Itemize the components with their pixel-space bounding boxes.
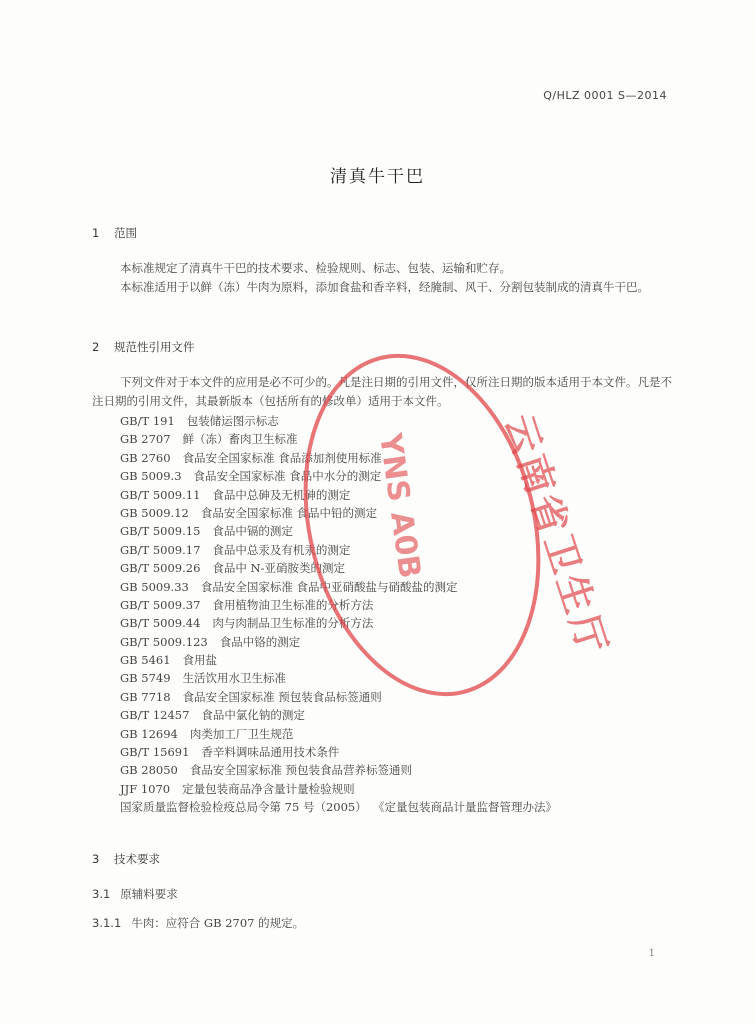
- reference-code: GB/T 15691: [120, 745, 190, 760]
- reference-title: 食品安全国家标准 预包装食品标签通则: [182, 689, 382, 704]
- reference-title: 食品安全国家标准 食品中水分的测定: [193, 469, 382, 484]
- standard-code: Q/HLZ 0001 S—2014: [543, 89, 667, 102]
- reference-item: [120, 559, 557, 577]
- reference-code: GB 12694: [120, 726, 178, 741]
- reference-item: [120, 651, 557, 669]
- section-title: 范围: [114, 226, 137, 240]
- clause-3-1-1: [92, 915, 304, 931]
- reference-title: 食品安全国家标准 预包装食品营养标签通则: [189, 763, 413, 778]
- reference-code: GB/T 191: [120, 414, 175, 428]
- reference-item: [120, 486, 557, 504]
- reference-title: 食品中总汞及有机汞的测定: [212, 542, 351, 557]
- reference-title: 包装储运图示标志: [186, 414, 279, 428]
- reference-item: [120, 633, 557, 651]
- section-title: 规范性引用文件: [114, 340, 195, 354]
- paragraph: 本标准适用于以鲜（冻）牛肉为原料，添加食盐和香辛料，经腌制、风干、分割包装制成的清真牛干巴。: [120, 280, 649, 294]
- reference-code: JJF 1070: [120, 781, 171, 796]
- clause-text: 牛肉：应符合 GB 2707 的规定。: [131, 916, 305, 930]
- section-1-body: [92, 259, 674, 297]
- seal-code: YNS A0B: [372, 431, 428, 581]
- reference-item: [120, 614, 557, 632]
- reference-code: GB/T 5009.17: [120, 542, 201, 557]
- reference-code: GB/T 5009.11: [120, 487, 201, 502]
- section-title: 技术要求: [114, 852, 160, 866]
- reference-title: 食品安全国家标准 食品添加剂使用标准: [182, 450, 382, 465]
- reference-item: [120, 449, 557, 467]
- reference-title: 食品中氯化钠的测定: [201, 708, 305, 723]
- reference-title: 食用盐: [182, 653, 218, 668]
- section-1-heading: [92, 225, 137, 241]
- paragraph: 本标准规定了清真牛干巴的技术要求、检验规则、标志、包装、运输和贮存。: [120, 261, 511, 275]
- reference-code: 国家质量监督检验检疫总局令第 75 号（2005）: [120, 800, 367, 815]
- reference-title: 肉类加工厂卫生规范: [189, 726, 294, 741]
- reference-code: GB/T 5009.123: [120, 634, 208, 649]
- reference-code: GB 28050: [120, 763, 178, 778]
- reference-title: 《定量包装商品计量监督管理办法》: [378, 800, 557, 815]
- reference-item: [120, 669, 557, 687]
- section-2-intro: [92, 373, 674, 411]
- reference-code: GB 2707: [120, 432, 171, 447]
- reference-item: [120, 596, 557, 614]
- subsection-number: 3.1: [92, 887, 111, 901]
- reference-title: 食品安全国家标准 食品中铅的测定: [200, 505, 378, 520]
- reference-title: 食用植物油卫生标准的分析方法: [212, 597, 374, 612]
- reference-title: 香辛料调味品通用技术条件: [201, 745, 340, 760]
- reference-code: GB/T 5009.44: [120, 616, 201, 631]
- reference-item: [120, 412, 557, 430]
- reference-code: GB 5009.3: [120, 469, 182, 484]
- page-number: 1: [648, 948, 655, 959]
- reference-item: [120, 761, 557, 779]
- reference-code: GB/T 5009.15: [120, 524, 201, 539]
- reference-code: GB/T 12457: [120, 708, 190, 723]
- reference-title: 食品中 N-亚硝胺类的测定: [212, 561, 346, 576]
- section-number: 3: [92, 852, 100, 866]
- reference-code: GB 7718: [120, 689, 171, 704]
- reference-item: [120, 688, 557, 706]
- section-number: 1: [92, 226, 100, 240]
- reference-title: 肉与肉制品卫生标准的分析方法: [212, 616, 374, 631]
- reference-title: 食品中总砷及无机砷的测定: [212, 487, 351, 502]
- reference-item: [120, 522, 557, 540]
- reference-item: [120, 798, 557, 816]
- reference-title: 食品安全国家标准 食品中亚硝酸盐与硝酸盐的测定: [200, 579, 458, 594]
- reference-list: [120, 412, 557, 817]
- reference-item: [120, 706, 557, 724]
- reference-code: GB 5749: [120, 671, 171, 686]
- subsection-3-1-heading: [92, 886, 178, 902]
- reference-item: [120, 541, 557, 559]
- section-number: 2: [92, 340, 100, 354]
- seal-text: 云南省卫生厅: [496, 409, 617, 663]
- reference-code: GB 5009.12: [120, 505, 189, 520]
- reference-title: 定量包装商品净含量计量检验规则: [182, 781, 355, 796]
- section-3-heading: [92, 851, 160, 867]
- section-2-heading: [92, 339, 195, 355]
- reference-item: [120, 467, 557, 485]
- clause-number: 3.1.1: [92, 916, 122, 930]
- reference-code: GB 2760: [120, 450, 171, 465]
- reference-code: GB/T 5009.26: [120, 561, 201, 576]
- reference-code: GB 5461: [120, 653, 171, 668]
- reference-title: 生活饮用水卫生标准: [182, 671, 287, 686]
- reference-item: [120, 725, 557, 743]
- document-title: 清真牛干巴: [330, 167, 425, 187]
- reference-title: 食品中镉的测定: [212, 524, 293, 539]
- reference-title: 鲜（冻）畜肉卫生标准: [182, 432, 298, 447]
- reference-item: [120, 743, 557, 761]
- paragraph: 下列文件对于本文件的应用是必不可少的。凡是注日期的引用文件，仅所注日期的版本适用于本文件。凡是不注日期的引用文件，其最新版本（包括所有的修改单）适用于本文件。: [92, 375, 672, 408]
- reference-item: [120, 780, 557, 798]
- reference-code: GB/T 5009.37: [120, 597, 201, 612]
- reference-item: [120, 430, 557, 448]
- subsection-title: 原辅料要求: [120, 887, 178, 901]
- reference-item: [120, 578, 557, 596]
- reference-item: [120, 504, 557, 522]
- reference-code: GB 5009.33: [120, 579, 189, 594]
- reference-title: 食品中铬的测定: [219, 634, 301, 649]
